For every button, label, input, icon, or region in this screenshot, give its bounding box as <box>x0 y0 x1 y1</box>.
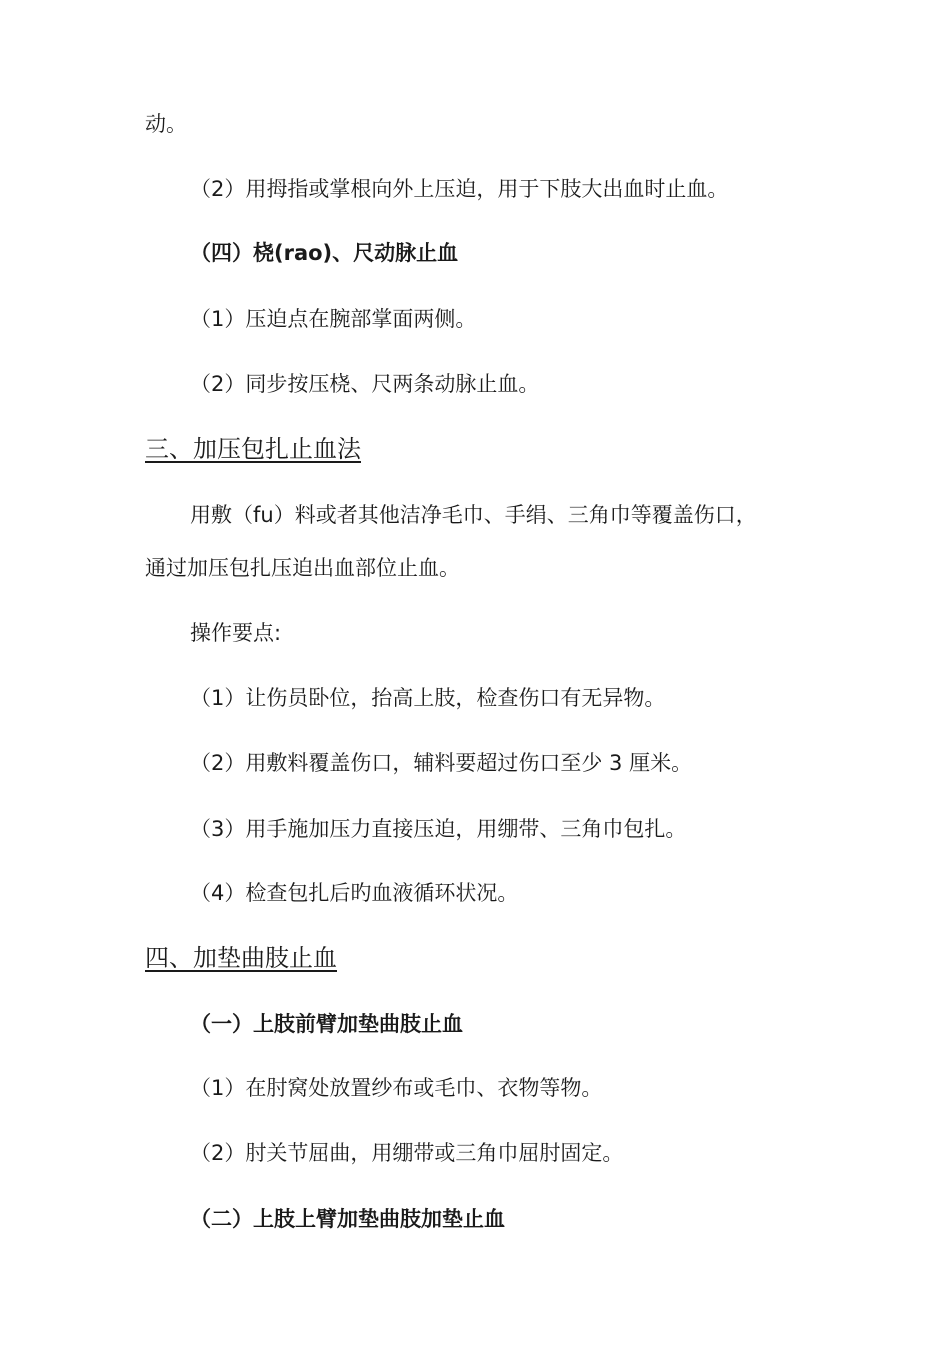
section-heading: 三、加压包扎止血法 <box>145 435 361 463</box>
paragraph: 用敷（fu）料或者其他洁净毛巾、手绢、三角巾等覆盖伤口， <box>190 503 757 527</box>
list-item: （1）让伤员卧位，抬高上肢，检查伤口有无异物。 <box>190 686 666 710</box>
subsection-heading: （二）上肢上臂加垫曲肢加垫止血 <box>190 1207 505 1231</box>
list-item: （2）用敷料覆盖伤口，辅料要超过伤口至少 3 厘米。 <box>190 751 693 775</box>
list-item: （1）在肘窝处放置纱布或毛巾、衣物等物。 <box>190 1076 603 1100</box>
subsection-heading: （四）桡(rao)、尺动脉止血 <box>190 241 459 265</box>
paragraph-continuation: 动。 <box>145 112 187 136</box>
section-heading: 四、加垫曲肢止血 <box>145 944 337 972</box>
list-item: （1）压迫点在腕部掌面两侧。 <box>190 307 477 331</box>
list-item: （2）肘关节屈曲，用绷带或三角巾屈肘固定。 <box>190 1141 624 1165</box>
list-item: （4）检查包扎后旳血液循环状况。 <box>190 881 519 905</box>
paragraph: 操作要点: <box>190 621 282 645</box>
list-item: （2）同步按压桡、尺两条动脉止血。 <box>190 372 540 396</box>
list-item: （2）用拇指或掌根向外上压迫，用于下肢大出血时止血。 <box>190 177 729 201</box>
list-item: （3）用手施加压力直接压迫，用绷带、三角巾包扎。 <box>190 817 687 841</box>
paragraph-continuation: 通过加压包扎压迫出血部位止血。 <box>145 556 460 580</box>
subsection-heading: （一）上肢前臂加垫曲肢止血 <box>190 1012 463 1036</box>
